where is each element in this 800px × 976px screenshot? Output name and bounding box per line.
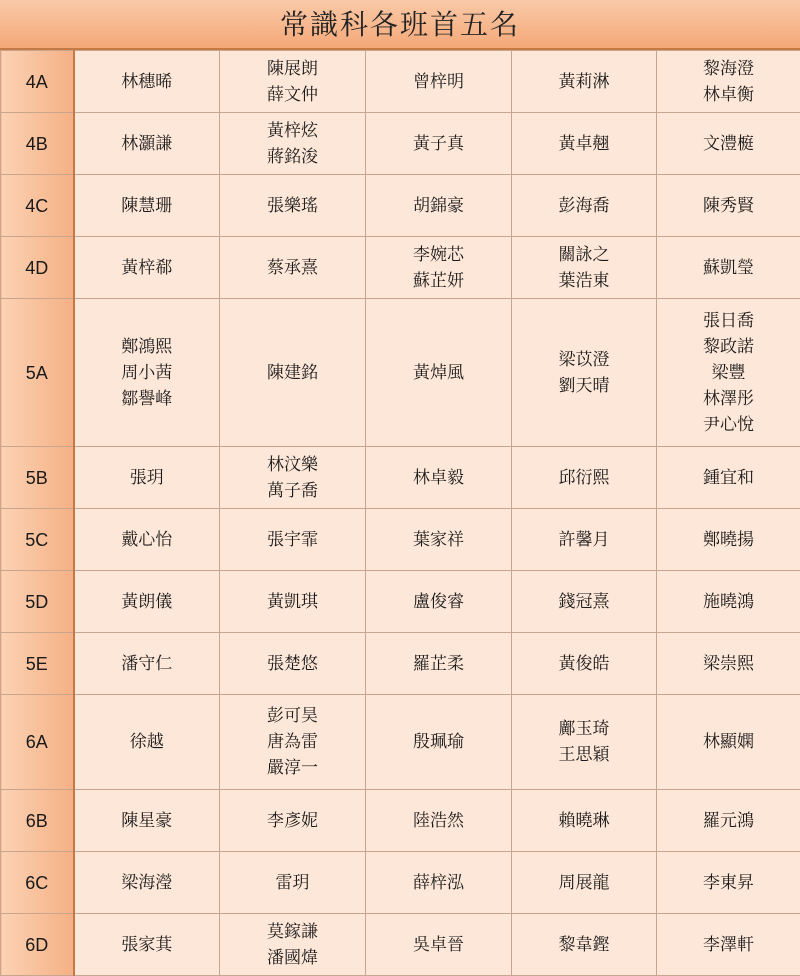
student-name: 梁海瀅 xyxy=(75,870,220,896)
student-name: 吳卓晉 xyxy=(366,932,511,958)
name-cell xyxy=(657,633,800,695)
name-cell xyxy=(366,51,512,113)
student-name: 李澤軒 xyxy=(657,932,800,958)
student-name: 黎政諾 xyxy=(657,334,800,360)
name-cell xyxy=(657,790,800,852)
name-cell xyxy=(512,852,657,914)
name-cell xyxy=(512,633,657,695)
student-name: 錢冠熹 xyxy=(512,589,656,615)
student-name: 蘇芷妍 xyxy=(366,268,511,294)
class-label: 4A xyxy=(1,51,74,113)
name-cell xyxy=(366,790,512,852)
name-cell xyxy=(220,175,366,237)
student-name: 邱衍熙 xyxy=(512,465,656,491)
name-cell xyxy=(512,51,657,113)
student-name: 賴曉琳 xyxy=(512,808,656,834)
student-name: 林汶樂 xyxy=(220,452,365,478)
student-name: 黎韋鏗 xyxy=(512,932,656,958)
table-row xyxy=(1,790,800,852)
student-name: 梁崇熙 xyxy=(657,651,800,677)
table-row xyxy=(1,852,800,914)
name-cell xyxy=(74,113,220,175)
student-name: 李婉芯 xyxy=(366,242,511,268)
name-cell xyxy=(657,447,800,509)
student-name: 李彥妮 xyxy=(220,808,365,834)
student-name: 雷玥 xyxy=(220,870,365,896)
name-cell xyxy=(512,509,657,571)
student-name: 梁苡澄 xyxy=(512,347,656,373)
student-name: 黃卓翹 xyxy=(512,131,656,157)
name-cell xyxy=(220,299,366,447)
student-name: 黎海澄 xyxy=(657,56,800,82)
student-name: 黃莉淋 xyxy=(512,69,656,95)
class-label: 4C xyxy=(1,175,74,237)
name-cell xyxy=(220,571,366,633)
student-name: 嚴淳一 xyxy=(220,755,365,781)
name-cell xyxy=(220,852,366,914)
student-name: 梁豐 xyxy=(657,360,800,386)
class-label: 5A xyxy=(1,299,74,447)
name-cell xyxy=(74,852,220,914)
name-cell xyxy=(74,299,220,447)
name-cell xyxy=(657,509,800,571)
name-cell xyxy=(512,447,657,509)
class-label: 6C xyxy=(1,852,74,914)
name-cell xyxy=(74,695,220,790)
student-name: 林卓毅 xyxy=(366,465,511,491)
student-name: 蔡承熹 xyxy=(220,255,365,281)
student-name: 陳星豪 xyxy=(75,808,220,834)
name-cell xyxy=(74,509,220,571)
student-name: 羅芷柔 xyxy=(366,651,511,677)
name-cell xyxy=(657,113,800,175)
class-label: 6D xyxy=(1,914,74,976)
student-name: 施曉鴻 xyxy=(657,589,800,615)
student-name: 王思穎 xyxy=(512,742,656,768)
name-cell xyxy=(366,695,512,790)
student-name: 黃梓郗 xyxy=(75,255,220,281)
student-name: 黃焯風 xyxy=(366,360,511,386)
name-cell xyxy=(220,51,366,113)
student-name: 潘國煒 xyxy=(220,945,365,971)
name-cell xyxy=(512,237,657,299)
class-label: 5D xyxy=(1,571,74,633)
name-cell xyxy=(512,113,657,175)
name-cell xyxy=(366,237,512,299)
table-row xyxy=(1,571,800,633)
table-row xyxy=(1,633,800,695)
name-cell xyxy=(220,509,366,571)
name-cell xyxy=(366,914,512,976)
name-cell xyxy=(220,113,366,175)
student-name: 潘守仁 xyxy=(75,651,220,677)
student-name: 殷珮瑜 xyxy=(366,729,511,755)
student-name: 鄒譽峰 xyxy=(75,386,220,412)
student-name: 黃俊皓 xyxy=(512,651,656,677)
class-label: 4B xyxy=(1,113,74,175)
student-name: 周展龍 xyxy=(512,870,656,896)
class-label: 5B xyxy=(1,447,74,509)
name-cell xyxy=(366,852,512,914)
name-cell xyxy=(512,299,657,447)
student-name: 林穗晞 xyxy=(75,69,220,95)
ranking-table xyxy=(0,50,800,976)
student-name: 萬子喬 xyxy=(220,478,365,504)
name-cell xyxy=(366,175,512,237)
name-cell xyxy=(366,299,512,447)
student-name: 文澧榳 xyxy=(657,131,800,157)
name-cell xyxy=(657,695,800,790)
student-name: 莫鎵謙 xyxy=(220,919,365,945)
name-cell xyxy=(74,237,220,299)
name-cell xyxy=(220,790,366,852)
name-cell xyxy=(366,571,512,633)
student-name: 周小茜 xyxy=(75,360,220,386)
student-name: 薛文仲 xyxy=(220,82,365,108)
name-cell xyxy=(512,914,657,976)
name-cell xyxy=(657,852,800,914)
student-name: 陸浩然 xyxy=(366,808,511,834)
page-title: 常識科各班首五名 xyxy=(0,0,800,50)
student-name: 尹心悅 xyxy=(657,412,800,438)
student-name: 葉浩東 xyxy=(512,268,656,294)
student-name: 黃凱琪 xyxy=(220,589,365,615)
name-cell xyxy=(74,175,220,237)
table-row xyxy=(1,51,800,113)
name-cell xyxy=(74,790,220,852)
student-name: 林卓衡 xyxy=(657,82,800,108)
table-row xyxy=(1,113,800,175)
student-name: 唐為雷 xyxy=(220,729,365,755)
student-name: 李東昇 xyxy=(657,870,800,896)
student-name: 鄭鴻熙 xyxy=(75,334,220,360)
class-label: 5E xyxy=(1,633,74,695)
student-name: 林顯嫻 xyxy=(657,729,800,755)
name-cell xyxy=(657,175,800,237)
name-cell xyxy=(366,447,512,509)
student-name: 曾梓明 xyxy=(366,69,511,95)
student-name: 徐越 xyxy=(75,729,220,755)
name-cell xyxy=(657,51,800,113)
name-cell xyxy=(512,175,657,237)
student-name: 陳展朗 xyxy=(220,56,365,82)
student-name: 黃朗儀 xyxy=(75,589,220,615)
name-cell xyxy=(512,695,657,790)
table-row xyxy=(1,509,800,571)
table-row xyxy=(1,447,800,509)
student-name: 陳慧珊 xyxy=(75,193,220,219)
name-cell xyxy=(74,571,220,633)
student-name: 張玥 xyxy=(75,465,220,491)
student-name: 蘇凱瑩 xyxy=(657,255,800,281)
student-name: 鄭曉揚 xyxy=(657,527,800,553)
class-label: 5C xyxy=(1,509,74,571)
name-cell xyxy=(74,447,220,509)
student-name: 戴心怡 xyxy=(75,527,220,553)
name-cell xyxy=(657,914,800,976)
name-cell xyxy=(220,914,366,976)
student-name: 張家萁 xyxy=(75,932,220,958)
student-name: 鍾宜和 xyxy=(657,465,800,491)
name-cell xyxy=(657,237,800,299)
student-name: 葉家祥 xyxy=(366,527,511,553)
student-name: 盧俊睿 xyxy=(366,589,511,615)
student-name: 許馨月 xyxy=(512,527,656,553)
name-cell xyxy=(74,633,220,695)
student-name: 林灝謙 xyxy=(75,131,220,157)
student-name: 劉天晴 xyxy=(512,373,656,399)
name-cell xyxy=(512,790,657,852)
class-label: 6A xyxy=(1,695,74,790)
student-name: 林澤彤 xyxy=(657,386,800,412)
student-name: 黃子真 xyxy=(366,131,511,157)
student-name: 陳秀賢 xyxy=(657,193,800,219)
class-label: 6B xyxy=(1,790,74,852)
name-cell xyxy=(657,571,800,633)
student-name: 張日喬 xyxy=(657,308,800,334)
student-name: 鄺玉琦 xyxy=(512,716,656,742)
student-name: 蔣銘浚 xyxy=(220,144,365,170)
table-row xyxy=(1,914,800,976)
name-cell xyxy=(657,299,800,447)
student-name: 張楚悠 xyxy=(220,651,365,677)
name-cell xyxy=(220,633,366,695)
student-name: 彭可昊 xyxy=(220,703,365,729)
name-cell xyxy=(366,113,512,175)
student-name: 張樂瑤 xyxy=(220,193,365,219)
name-cell xyxy=(366,633,512,695)
name-cell xyxy=(74,914,220,976)
student-name: 張宇霏 xyxy=(220,527,365,553)
student-name: 關詠之 xyxy=(512,242,656,268)
table-row xyxy=(1,175,800,237)
student-name: 黃梓炫 xyxy=(220,118,365,144)
student-name: 陳建銘 xyxy=(220,360,365,386)
student-name: 薛梓泓 xyxy=(366,870,511,896)
student-name: 彭海喬 xyxy=(512,193,656,219)
name-cell xyxy=(512,571,657,633)
table-row xyxy=(1,695,800,790)
table-row xyxy=(1,237,800,299)
student-name: 羅元鴻 xyxy=(657,808,800,834)
name-cell xyxy=(220,447,366,509)
table-row xyxy=(1,299,800,447)
name-cell xyxy=(220,237,366,299)
student-name: 胡錦豪 xyxy=(366,193,511,219)
name-cell xyxy=(74,51,220,113)
name-cell xyxy=(220,695,366,790)
class-label: 4D xyxy=(1,237,74,299)
name-cell xyxy=(366,509,512,571)
